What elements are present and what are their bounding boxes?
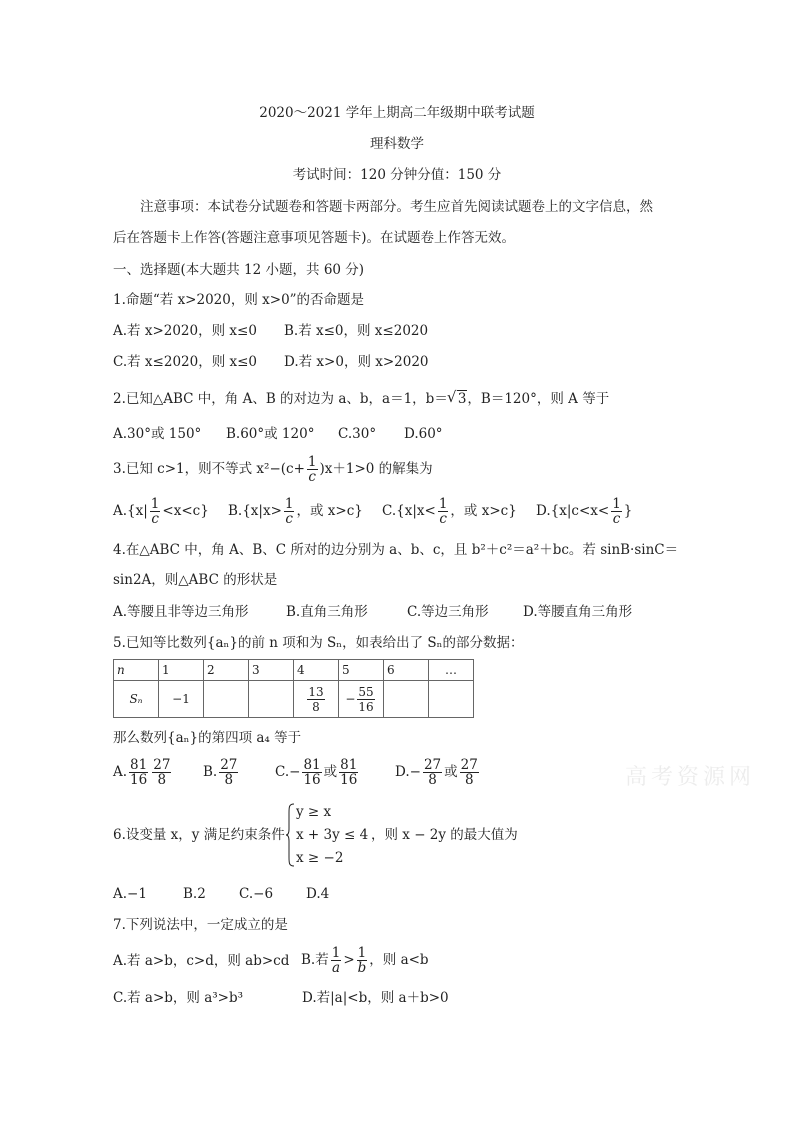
s4-num: 13 (308, 684, 324, 699)
q3-option-a (113, 493, 209, 529)
q7-option-a: A.若 a>b，c>d，则 ab>cd (113, 953, 290, 969)
q3-b-fraction (284, 497, 295, 526)
q5-c-label: C.− (275, 764, 301, 780)
section-heading: 一、选择题(本大题共 12 小题，共 60 分) (113, 262, 365, 278)
table-row-label: Sₙ (114, 681, 159, 718)
q5-c-num-2: 81 (340, 757, 358, 773)
q7-b-post: ，则 a<b (369, 952, 429, 968)
q5-c-frac-1 (302, 758, 321, 787)
q5-c-frac-2 (339, 758, 358, 787)
q7-b-num-2: 1 (357, 945, 367, 961)
q6-condition-3: x ≥ −2 (296, 850, 344, 866)
q3-option-c (382, 493, 517, 529)
q3-d-pre: D.{x|c<x< (536, 503, 610, 519)
q7-b-frac-1 (331, 946, 342, 975)
q5-d-frac-1 (423, 758, 442, 787)
q4-stem-line-1: 4.在△ABC 中，角 A、B、C 所对的边分别为 a、b、c，且 b²＋c²＝a²＋bc。若 sinB·sinC＝ (113, 542, 679, 558)
table-header-cell: 5 (339, 660, 384, 681)
q3-b-num: 1 (284, 496, 294, 512)
q2-option-c: C.30° (338, 426, 377, 442)
q4-option-c: C.等边三角形 (407, 604, 489, 620)
table-header-cell: 1 (159, 660, 204, 681)
q6-option-d: D.4 (306, 886, 330, 902)
q2-stem-post: ，B＝120°，则 A 等于 (467, 391, 610, 407)
q3-frac-num: 1 (307, 454, 317, 470)
q1-option-c: C.若 x≤2020，则 x≤0 (113, 354, 258, 370)
table-header-cell: … (429, 660, 474, 681)
table-cell (204, 681, 249, 718)
q3-c-pre: C.{x|x< (382, 503, 436, 519)
q5-b-num: 27 (220, 757, 238, 773)
s4-den: 8 (312, 699, 320, 714)
q6-option-b: B.2 (183, 886, 206, 902)
notice-line-2: 后在答题卡上作答(答题注意事项见答题卡)。在试题卷上作答无效。 (113, 230, 516, 246)
q5-a-frac-1 (129, 758, 148, 787)
q3-b-post: ，或 x>c} (296, 503, 363, 519)
table-cell-s5 (339, 681, 384, 718)
q3-d-post: } (623, 503, 633, 519)
sqrt-radicand: 3 (457, 391, 467, 407)
s4-fraction (307, 685, 324, 714)
q5-a-frac-2 (152, 758, 171, 787)
table-cell-s1: −1 (159, 681, 204, 718)
table-header-cell: 6 (384, 660, 429, 681)
s5-fraction (357, 685, 374, 714)
q2-option-a: A.30°或 150° (113, 426, 202, 442)
subject-title: 理科数学 (370, 136, 424, 152)
q2-option-b: B.60°或 120° (226, 426, 315, 442)
q5-c-or: 或 (323, 764, 338, 780)
q5-option-b (203, 752, 240, 792)
q5-a-num-2: 27 (153, 757, 171, 773)
q5-option-d (395, 752, 481, 792)
table-header-n: n (114, 660, 159, 681)
q5-c-den-1: 16 (303, 772, 321, 788)
q6-stem-pre: 6.设变量 x，y 满足约束条件 (113, 827, 285, 843)
q5-d-frac-2 (460, 758, 479, 787)
q7-b-pre: B.若 (301, 952, 329, 968)
table-header-row (114, 660, 474, 681)
table-header-cell: 4 (294, 660, 339, 681)
q7-option-b (301, 940, 429, 980)
watermark: 高考资源网 (625, 765, 756, 790)
table-row (114, 681, 474, 718)
q1-stem: 1.命题“若 x>2020，则 x>0”的否命题是 (113, 292, 365, 308)
q5-a-den-2: 8 (157, 772, 167, 788)
q4-stem-line-2: sin2A，则△ABC 的形状是 (113, 572, 278, 588)
q3-c-fraction (438, 497, 449, 526)
sqrt-symbol (448, 390, 468, 408)
q5-a-label: A. (113, 764, 128, 780)
q3-a-post: <x<c} (162, 503, 209, 519)
q3-a-num: 1 (150, 496, 160, 512)
q5-d-label: D.− (395, 764, 421, 780)
q3-b-den: c (285, 511, 293, 527)
q7-b-den-1: a (331, 960, 341, 976)
q3-c-post: ，或 x>c} (450, 503, 517, 519)
s5-num: 55 (358, 684, 374, 699)
left-brace-icon (285, 803, 295, 867)
q3-a-pre: A.{x| (113, 503, 148, 519)
q1-option-b: B.若 x≤0，则 x≤2020 (284, 323, 429, 339)
notice-line-1: 注意事项：本试卷分试题卷和答题卡两部分。考生应首先阅读试题卷上的文字信息，然 (140, 199, 653, 215)
q3-d-fraction (611, 497, 622, 526)
q5-followup: 那么数列{aₙ}的第四项 a₄ 等于 (113, 730, 302, 746)
q7-option-d: D.若|a|<b，则 a＋b>0 (302, 990, 449, 1006)
s5-den: 16 (358, 699, 374, 714)
exam-title: 2020～2021 学年上期高二年级期中联考试题 (259, 105, 535, 121)
q5-option-a (113, 752, 173, 792)
table-cell (384, 681, 429, 718)
q3-a-fraction (150, 497, 161, 526)
q6-condition-1: y ≥ x (296, 804, 332, 820)
q5-b-label: B. (203, 764, 218, 780)
table-cell-s4 (294, 681, 339, 718)
q5-option-c (275, 752, 360, 792)
q3-d-den: c (612, 511, 621, 527)
q3-stem-post: )x＋1>0 的解集为 (319, 461, 433, 477)
q6-option-c: C.−6 (239, 886, 274, 902)
q7-option-c: C.若 a>b，则 a³>b³ (113, 990, 244, 1006)
s5-sign: − (345, 691, 356, 706)
q3-stem-pre: 3.已知 c>1，则不等式 x²−(c+ (113, 461, 305, 477)
table-header-cell: 2 (204, 660, 249, 681)
q5-d-or: 或 (444, 764, 458, 780)
q3-a-den: c (151, 511, 159, 527)
q3-option-b (228, 493, 363, 529)
q5-d-num-1: 27 (423, 757, 442, 773)
q5-d-num-2: 27 (460, 757, 478, 773)
q6-stem-post: ，则 x − 2y 的最大值为 (371, 827, 518, 843)
q7-b-frac-2 (357, 946, 368, 975)
q5-a-num-1: 81 (130, 757, 148, 773)
q2-stem (113, 390, 609, 408)
q3-frac-den: c (308, 469, 316, 485)
q3-c-den: c (439, 511, 447, 527)
q5-d-den-2: 8 (464, 772, 474, 788)
q7-b-gt: > (343, 952, 355, 968)
q3-b-pre: B.{x|x> (228, 503, 282, 519)
q3-c-num: 1 (438, 496, 448, 512)
q5-c-num-1: 81 (303, 757, 321, 773)
q5-b-den: 8 (224, 772, 234, 788)
q7-b-num-1: 1 (331, 945, 341, 961)
q4-option-b: B.直角三角形 (286, 604, 368, 620)
q3-d-num: 1 (612, 496, 621, 512)
q1-option-a: A.若 x>2020，则 x≤0 (113, 323, 257, 339)
q3-fraction (307, 455, 318, 484)
q4-option-a: A.等腰且非等边三角形 (113, 604, 249, 620)
table-cell (429, 681, 474, 718)
table-cell (249, 681, 294, 718)
q5-stem: 5.已知等比数列{aₙ}的前 n 项和为 Sₙ，如表给出了 Sₙ的部分数据： (113, 635, 524, 651)
q7-b-den-2: b (357, 960, 367, 976)
q5-d-den-1: 8 (428, 772, 437, 788)
q5-b-frac (219, 758, 238, 787)
q3-stem (113, 451, 433, 487)
sn-table (113, 659, 474, 718)
q5-c-den-2: 16 (340, 772, 358, 788)
q6-option-a: A.−1 (113, 886, 147, 902)
q4-option-d: D.等腰直角三角形 (523, 604, 633, 620)
q2-stem-pre: 2.已知△ABC 中，角 A、B 的对边为 a、b，a＝1，b＝ (113, 391, 448, 407)
exam-info: 考试时间：120 分钟分值：150 分 (292, 167, 502, 183)
q1-option-d: D.若 x>0，则 x>2020 (284, 354, 429, 370)
q3-option-d (536, 493, 632, 529)
q6-condition-2: x + 3y ≤ 4 (296, 827, 369, 843)
q5-a-den-1: 16 (130, 772, 148, 788)
table-header-cell: 3 (249, 660, 294, 681)
q7-stem: 7.下列说法中，一定成立的是 (113, 917, 288, 933)
q2-option-d: D.60° (404, 426, 443, 442)
